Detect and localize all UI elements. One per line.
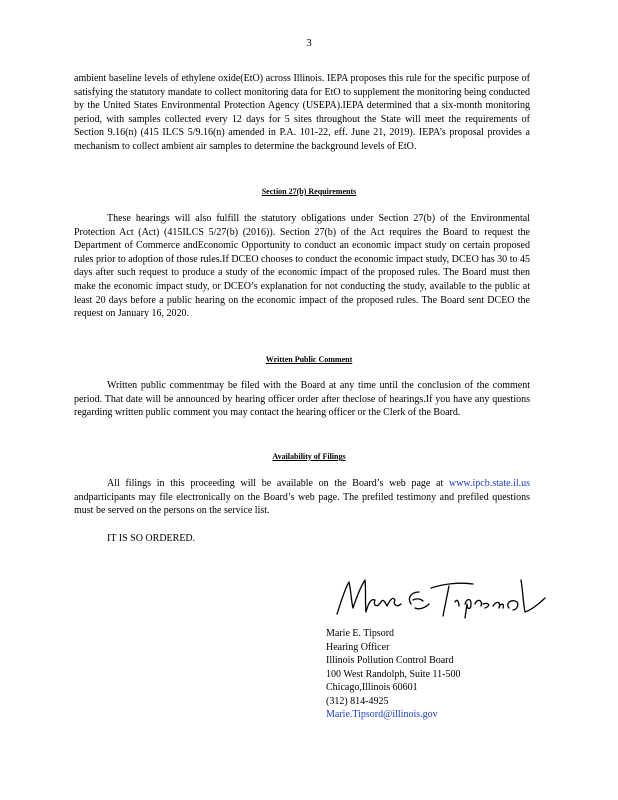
signer-title: Hearing Officer <box>326 641 390 653</box>
availability-text-start: All filings in this proceeding will be available on the Board’s web page at <box>107 478 444 489</box>
address-line-2: Chicago,Illinois 60601 <box>326 682 418 693</box>
written-comment-heading-text: Written Public Comment <box>265 355 353 364</box>
signer-phone: (312) 814-4925 <box>326 695 389 707</box>
section-27b-heading <box>0 187 618 196</box>
page-number: 3 <box>306 37 312 49</box>
availability-text-end: andparticipants may file electronically on the Board’s web page. The prefiled testimony and prefiled questions must be served on the persons on the service list. <box>74 491 530 517</box>
intro-paragraph: ambient baseline levels of ethylene oxide(EtO) across Illinois. IEPA proposes this rule for the specific purpose of satisfying the statutory mandate to collect monitoring data for EtO to supplement the monitoring being conducted by the United States Environmental Protection Agency (USEPA).IEPA determined that a six-month monitoring period, with samples collected every 12 days for 5 sites throughout the State will meet the requirements of Section 9.16(n) (415 ILCS 5/9.16(n) amended in P.A. 101-22, eff. June 21, 2019). IEPA’s proposal provides a mechanism to collect ambient air samples to determine the background levels of EtO. <box>74 73 530 152</box>
signer-email-link[interactable]: Marie.Tipsord@illinois.gov <box>326 709 438 720</box>
written-comment-paragraph: Written public commentmay be filed with the Board at any time until the conclusion of the comment period. That date will be announced by hearing officer order after theclose of hearings.If you have any questions regarding written public comment you may contact the hearing officer or the Clerk of the Board. <box>74 380 530 419</box>
section-27b-paragraph: These hearings will also fulfill the statutory obligations under Section 27(b) of the Environmental Protection Act (Act) (415ILCS 5/27(b) (2016)). Section 27(b) of the Act requires the Board to request the Department of Commerce andEconomic Opportunity to conduct an economic impact study on certain proposed rules prior to adoption of those rules.If DCEO chooses to conduct the economic impact study, DCEO has 30 to 45 days after such request to produce a study of the economic impact of the proposed rules. The Board must then make the economic impact study, or DCEO’s explanation for not conducting the study, available to the public at least 20 days before a public hearing on the economic impact of the proposed rules. The Board sent DCEO the request on January 16, 2020. <box>74 213 530 320</box>
availability-paragraph <box>74 477 530 518</box>
signature-block <box>326 627 460 722</box>
order-statement: IT IS SO ORDERED. <box>107 533 196 544</box>
availability-heading-text: Availability of Filings <box>272 452 346 461</box>
signer-organization: Illinois Pollution Control Board <box>326 655 454 666</box>
availability-heading <box>0 452 618 461</box>
written-comment-heading <box>0 355 618 364</box>
address-line-1: 100 West Randolph, Suite 11-500 <box>326 668 461 680</box>
signer-name: Marie E. Tipsord <box>326 628 395 639</box>
handwritten-signature <box>333 574 548 620</box>
section-27b-heading-text: Section 27(b) Requirements <box>261 187 357 196</box>
ipcb-website-link[interactable]: www.ipcb.state.il.us <box>448 478 530 489</box>
